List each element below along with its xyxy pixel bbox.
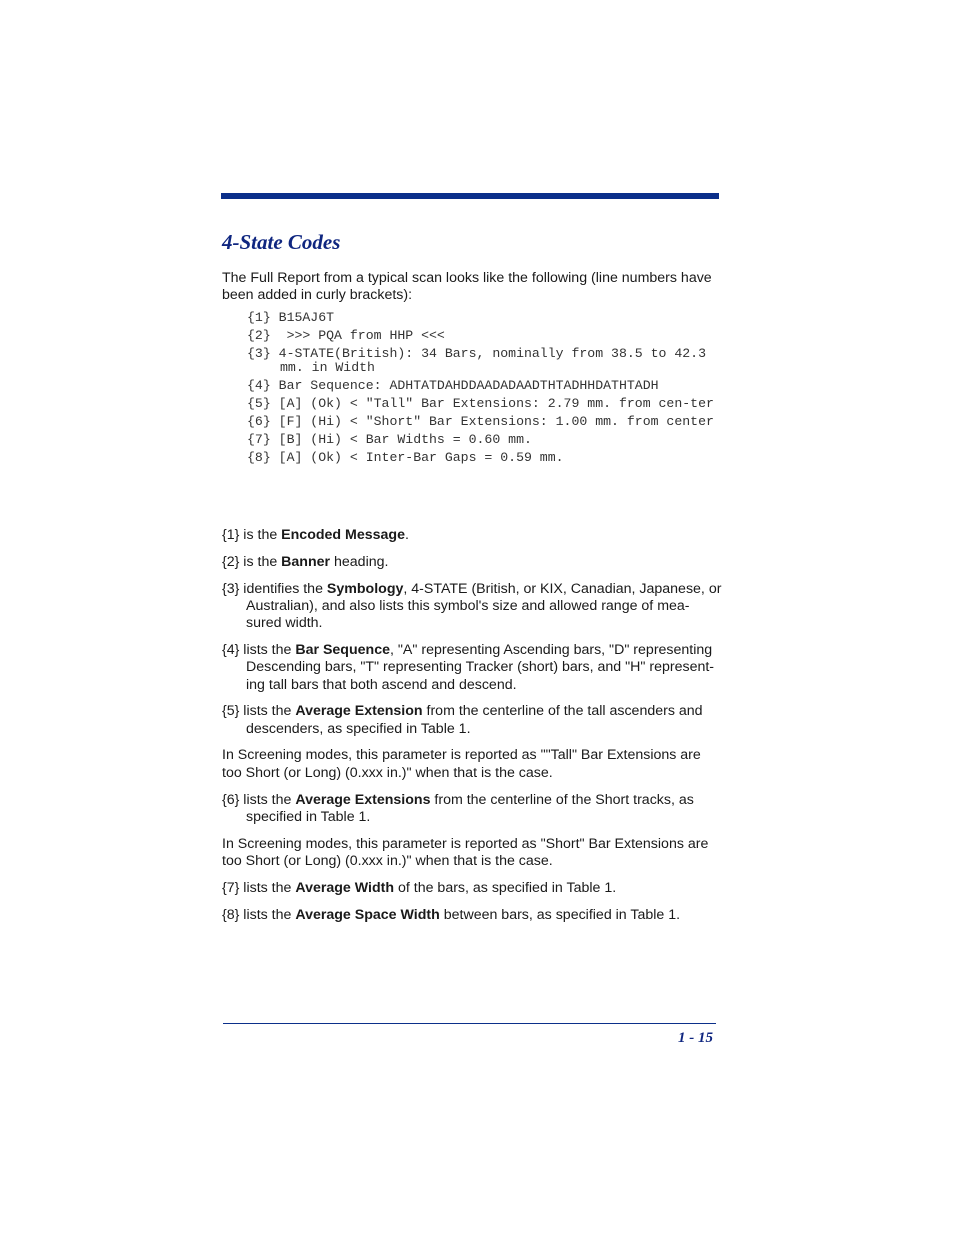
screening-note: In Screening modes, this parameter is reported as "Short" Bar Extensions are too Short (or Long) (0.xxx in.)" when that is the case. [222,835,709,869]
footer-rule [223,1023,716,1024]
report-line: {3} 4-STATE(British): 34 Bars, nominally from 38.5 to 42.3 mm. in Width [247,346,714,375]
report-listing [247,311,727,469]
report-line: {6} [F] (Hi) < "Short" Bar Extensions: 1.00 mm. from center [247,414,714,429]
section-heading: 4-State Codes [222,230,341,254]
header-rule [221,193,719,199]
report-line: {5} [A] (Ok) < "Tall" Bar Extensions: 2.79 mm. from cen-ter [247,396,714,411]
explanation-list [222,527,722,933]
report-line: {2} >>> PQA from HHP <<< [247,328,445,343]
report-line: {1} B15AJ6T [247,310,335,325]
list-item: {2} is the Banner heading. [222,553,389,570]
report-line: {4} Bar Sequence: ADHTATDAHDDAADADAADTHTADHHDATHTADH [247,378,659,393]
report-line: {7} [B] (Hi) < Bar Widths = 0.60 mm. [247,432,532,447]
screening-note: In Screening modes, this parameter is reported as ""Tall" Bar Extensions are too Short (or Long) (0.xxx in.)" when that is the case. [222,747,701,781]
list-item: {1} is the Encoded Message. [222,527,409,543]
list-item: {6} lists the Average Extensions from the centerline of the Short tracks, as specified in Table 1. [222,791,694,825]
list-item: {3} identifies the Symbology, 4-STATE (British, or KIX, Canadian, Japanese, or Australian), and also lists this symbol's size and allowed range of mea-sured width. [222,580,722,632]
list-item: {4} lists the Bar Sequence, "A" representing Ascending bars, "D" representing Descending bars, "T" representing Tracker (short) bars, and "H" represent-ing tall bars that both ascend and descend. [222,641,715,693]
list-item: {5} lists the Average Extension from the centerline of the tall ascenders and descenders, as specified in Table 1. [222,703,703,737]
page-number: 1 - 15 [678,1030,713,1046]
list-item: {8} lists the Average Space Width between bars, as specified in Table 1. [222,906,681,923]
intro-paragraph: The Full Report from a typical scan looks like the following (line numbers have been added in curly brackets): [222,270,712,304]
list-item: {7} lists the Average Width of the bars, as specified in Table 1. [222,879,617,896]
report-line: {8} [A] (Ok) < Inter-Bar Gaps = 0.59 mm. [247,450,564,465]
